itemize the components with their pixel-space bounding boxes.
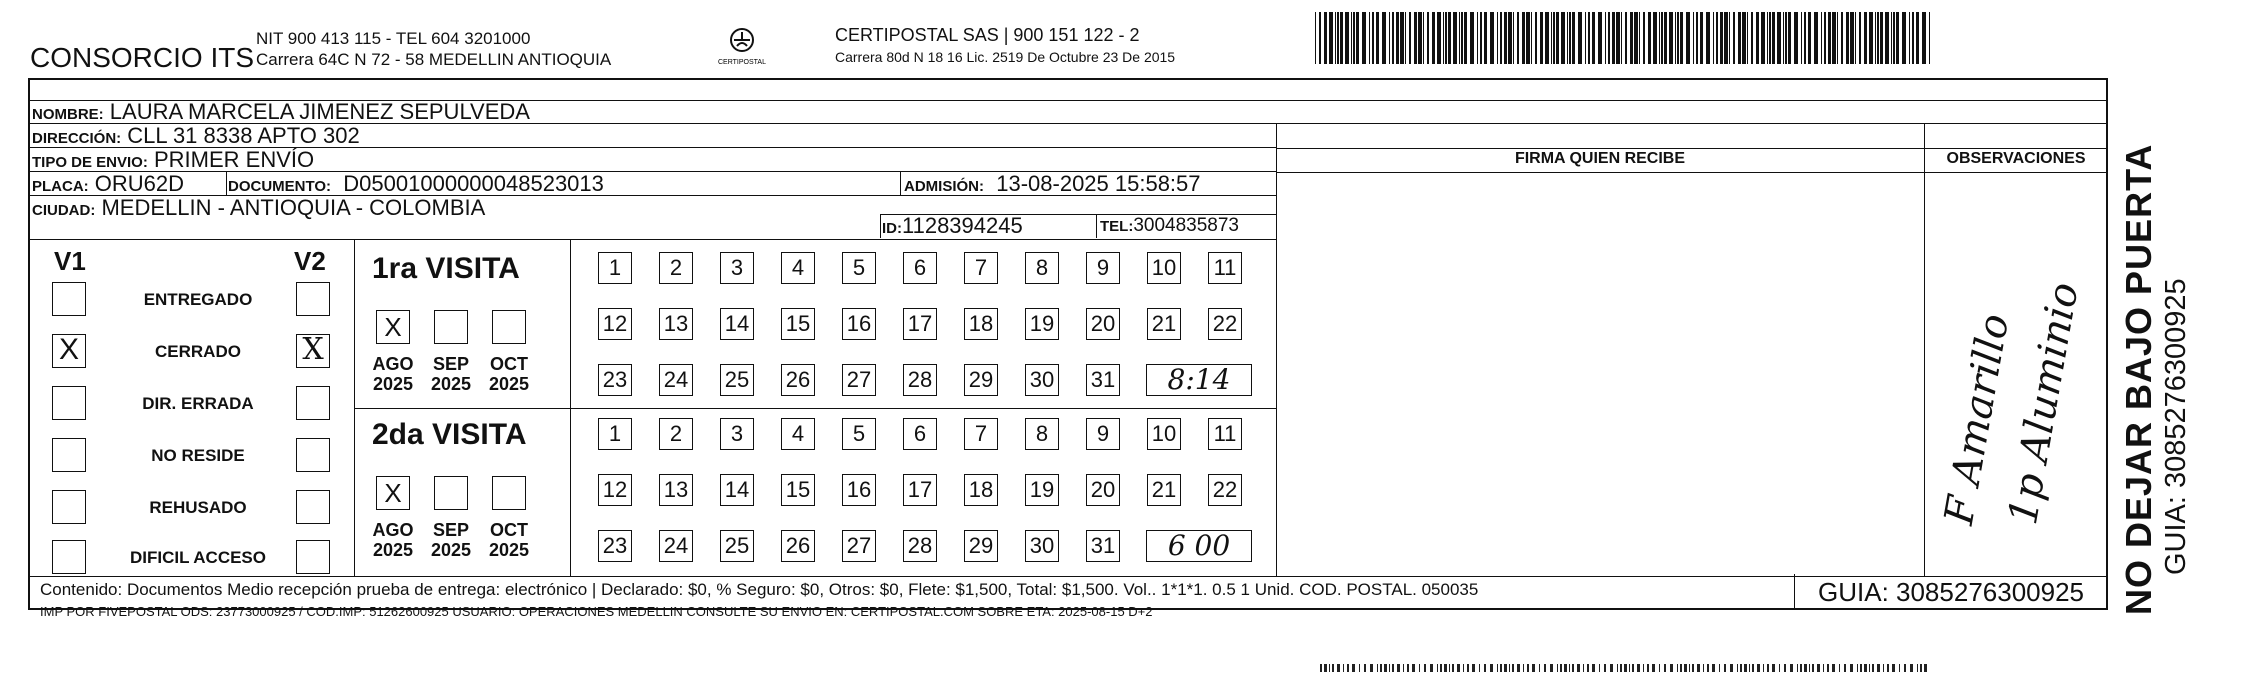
first-visit-year-label: 2025 xyxy=(488,374,530,394)
second-visit-day[interactable]: 31 xyxy=(1086,530,1120,562)
second-visit-day[interactable]: 11 xyxy=(1208,418,1242,450)
nombre-row xyxy=(28,100,2108,124)
second-visit-day[interactable]: 2 xyxy=(659,418,693,450)
direccion-label: DIRECCIÓN: xyxy=(32,130,122,147)
second-visit-day[interactable]: 15 xyxy=(781,474,815,506)
company-contact xyxy=(256,28,611,70)
certipostal-line: CERTIPOSTAL SAS | 900 151 122 - 2 xyxy=(835,25,1140,45)
first-visit-day[interactable]: 3 xyxy=(720,252,754,284)
direccion-value: CLL 31 8338 APTO 302 xyxy=(127,123,360,148)
ciudad-value: MEDELLIN - ANTIOQUIA - COLOMBIA xyxy=(101,195,486,220)
status-option-label: DIR. ERRADA xyxy=(142,394,254,413)
tel-field xyxy=(1100,214,1239,238)
v1-checkbox[interactable] xyxy=(52,438,86,472)
obs-handwritten-2: 1p Aluminio xyxy=(2000,279,2088,528)
first-visit-day[interactable]: 13 xyxy=(659,308,693,340)
second-visit-day[interactable]: 21 xyxy=(1147,474,1181,506)
second-visit-day[interactable]: 24 xyxy=(659,530,693,562)
first-visit-title: 1ra VISITA xyxy=(372,252,520,285)
status-option-label: NO RESIDE xyxy=(151,446,245,465)
second-visit-year-label: 2025 xyxy=(430,540,472,560)
observaciones-header: OBSERVACIONES xyxy=(1946,150,2086,167)
company-name: CONSORCIO ITS xyxy=(30,42,255,73)
first-visit-day[interactable]: 26 xyxy=(781,364,815,396)
logo-text: CERTIPOSTAL xyxy=(718,59,766,66)
first-visit-day[interactable]: 10 xyxy=(1147,252,1181,284)
placa-label: PLACA: xyxy=(32,178,89,195)
second-visit-day[interactable]: 29 xyxy=(964,530,998,562)
guia-number: GUIA: 3085276300925 xyxy=(1794,574,2107,610)
firma-quien-recibe-header: FIRMA QUIEN RECIBE xyxy=(1514,150,1686,167)
second-visit-day[interactable]: 10 xyxy=(1147,418,1181,450)
direccion-row xyxy=(28,124,1276,148)
first-visit-day[interactable]: 11 xyxy=(1208,252,1242,284)
address-line: Carrera 64C N 72 - 58 MEDELLIN ANTIOQUIA xyxy=(256,50,612,69)
no-dejar-bajo-puerta: NO DEJAR BAJO PUERTA xyxy=(2118,143,2159,615)
documento-field xyxy=(228,172,604,196)
second-visit-day[interactable]: 22 xyxy=(1208,474,1242,506)
second-visit-month-label: OCT xyxy=(490,520,528,540)
second-visit-day[interactable]: 19 xyxy=(1025,474,1059,506)
status-option-label: ENTREGADO xyxy=(143,290,253,309)
nombre-value: LAURA MARCELA JIMENEZ SEPULVEDA xyxy=(109,99,530,124)
second-visit-day[interactable]: 27 xyxy=(842,530,876,562)
v1-checkbox[interactable]: X xyxy=(52,334,86,368)
first-visit-day[interactable]: 27 xyxy=(842,364,876,396)
second-visit-day[interactable]: 9 xyxy=(1086,418,1120,450)
certipostal-logo-icon xyxy=(712,26,772,70)
ciudad-label: CIUDAD: xyxy=(32,202,96,219)
id-label: ID: xyxy=(882,220,902,237)
admision-field xyxy=(904,172,1201,196)
first-visit-day[interactable]: 30 xyxy=(1025,364,1059,396)
barcode xyxy=(1315,12,1935,64)
second-visit-month-checkbox[interactable] xyxy=(492,476,526,510)
second-visit-day[interactable]: 7 xyxy=(964,418,998,450)
second-visit-day[interactable]: 17 xyxy=(903,474,937,506)
tipo-label: TIPO DE ENVIO: xyxy=(32,154,148,171)
first-visit-day[interactable]: 17 xyxy=(903,308,937,340)
tipo-row xyxy=(28,148,1276,172)
first-visit-day[interactable]: 1 xyxy=(598,252,632,284)
first-visit-day[interactable]: 12 xyxy=(598,308,632,340)
status-option-label: CERRADO xyxy=(155,342,241,361)
obs-handwritten-1: F Amarillo xyxy=(1936,310,2019,528)
documento-value: D05001000000048523013 xyxy=(343,171,604,196)
second-visit-day[interactable]: 20 xyxy=(1086,474,1120,506)
divider xyxy=(1276,148,2108,149)
second-visit-day[interactable]: 16 xyxy=(842,474,876,506)
v2-checkbox[interactable] xyxy=(296,282,330,316)
divider xyxy=(880,214,1276,215)
first-visit-day[interactable]: 25 xyxy=(720,364,754,396)
certipostal-info xyxy=(835,24,1175,68)
second-visit-month-checkbox[interactable]: X xyxy=(376,476,410,510)
second-visit-time[interactable]: 6 00 xyxy=(1146,530,1252,562)
first-visit-day[interactable]: 8 xyxy=(1025,252,1059,284)
documento-label: DOCUMENTO: xyxy=(228,178,332,195)
first-visit-day[interactable]: 20 xyxy=(1086,308,1120,340)
first-visit-day[interactable]: 2 xyxy=(659,252,693,284)
id-value: 1128394245 xyxy=(902,213,1023,238)
first-visit-day[interactable]: 6 xyxy=(903,252,937,284)
side-guia: GUIA: 3085276300925 xyxy=(2160,278,2192,575)
first-visit-month-label: SEP xyxy=(432,354,470,374)
second-visit-day[interactable]: 3 xyxy=(720,418,754,450)
divider xyxy=(900,172,901,196)
ciudad-row xyxy=(28,196,1276,240)
second-visit-day[interactable]: 30 xyxy=(1025,530,1059,562)
first-visit-day[interactable]: 19 xyxy=(1025,308,1059,340)
v2-checkbox[interactable] xyxy=(296,540,330,574)
second-visit-day[interactable]: 12 xyxy=(598,474,632,506)
first-visit-time[interactable]: 8:14 xyxy=(1146,364,1252,396)
second-visit-day[interactable]: 18 xyxy=(964,474,998,506)
second-visit-day[interactable]: 23 xyxy=(598,530,632,562)
first-visit-day[interactable]: 9 xyxy=(1086,252,1120,284)
second-visit-day[interactable]: 26 xyxy=(781,530,815,562)
v2-checkbox[interactable]: X xyxy=(296,334,330,368)
id-field xyxy=(882,214,1023,238)
second-visit-title: 2da VISITA xyxy=(372,418,527,451)
second-visit-month-label: AGO xyxy=(372,520,414,540)
second-visit-day[interactable]: 28 xyxy=(903,530,937,562)
v1-checkbox[interactable] xyxy=(52,490,86,524)
admision-label: ADMISIÓN: xyxy=(904,178,984,195)
first-visit-day[interactable]: 15 xyxy=(781,308,815,340)
first-visit-year-label: 2025 xyxy=(430,374,472,394)
v1-header: V1 xyxy=(54,246,86,276)
first-visit-day[interactable]: 14 xyxy=(720,308,754,340)
status-option-label: REHUSADO xyxy=(149,498,247,517)
first-visit-day[interactable]: 31 xyxy=(1086,364,1120,396)
first-visit-day[interactable]: 4 xyxy=(781,252,815,284)
nombre-label: NOMBRE: xyxy=(32,106,104,123)
first-visit-month-checkbox[interactable] xyxy=(434,310,468,344)
divider xyxy=(880,214,881,238)
v2-header: V2 xyxy=(294,246,326,276)
nit-line: NIT 900 413 115 - TEL 604 3201000 xyxy=(256,29,531,48)
certipostal-address: Carrera 80d N 18 16 Lic. 2519 De Octubre 23 De 2015 xyxy=(835,49,1176,65)
first-visit-day[interactable]: 16 xyxy=(842,308,876,340)
tel-value: 3004835873 xyxy=(1133,215,1239,236)
second-visit-month-label: SEP xyxy=(432,520,470,540)
second-visit-year-label: 2025 xyxy=(372,540,414,560)
second-visit-day[interactable]: 13 xyxy=(659,474,693,506)
second-visit-day[interactable]: 8 xyxy=(1025,418,1059,450)
first-visit-day[interactable]: 22 xyxy=(1208,308,1242,340)
first-visit-day[interactable]: 28 xyxy=(903,364,937,396)
footer-imp: IMP POR FIVEPOSTAL ODS: 23773000925 / COD.IMP: 51262600925 USUARIO: OPERACIONES MEDELLIN CONSULTE SU ENVIO EN: CERTIPOSTAL.COM SOBRE ETA: 2025-08-15 D+2 xyxy=(40,604,1153,619)
second-visit-day[interactable]: 6 xyxy=(903,418,937,450)
footer-contenido: Contenido: Documentos Medio recepción prueba de entrega: electrónico | Declarado: $0, % Seguro: $0, Otros: $0, Flete: $1,500, Total: $1,500. Vol.. 1*1*1. 0.5 1 Unid. COD. POSTAL. 050035 xyxy=(40,580,1479,599)
second-visit-year-label: 2025 xyxy=(488,540,530,560)
first-visit-day[interactable]: 29 xyxy=(964,364,998,396)
placa-value: ORU62D xyxy=(94,171,185,196)
tel-label: TEL: xyxy=(1100,218,1134,235)
first-visit-day[interactable]: 24 xyxy=(659,364,693,396)
status-option-label: DIFICIL ACCESO xyxy=(129,548,266,567)
first-visit-month-checkbox[interactable] xyxy=(492,310,526,344)
side-notice xyxy=(2118,144,2193,615)
admision-value: 13-08-2025 15:58:57 xyxy=(996,171,1201,196)
second-visit-day[interactable]: 5 xyxy=(842,418,876,450)
tipo-value: PRIMER ENVÍO xyxy=(153,147,315,172)
first-visit-month-checkbox[interactable]: X xyxy=(376,310,410,344)
second-visit-day[interactable]: 14 xyxy=(720,474,754,506)
second-visit-day[interactable]: 4 xyxy=(781,418,815,450)
v2-checkbox[interactable] xyxy=(296,438,330,472)
v1-checkbox[interactable] xyxy=(52,386,86,420)
first-visit-month-label: AGO xyxy=(372,354,414,374)
divider xyxy=(1276,172,2108,173)
first-visit-day[interactable]: 7 xyxy=(964,252,998,284)
first-visit-day[interactable]: 18 xyxy=(964,308,998,340)
v2-checkbox[interactable] xyxy=(296,386,330,420)
firma-left-divider xyxy=(1276,124,1277,576)
second-visit-day[interactable]: 1 xyxy=(598,418,632,450)
first-visit-year-label: 2025 xyxy=(372,374,414,394)
obs-left-divider xyxy=(1924,124,1925,576)
second-visit-month-checkbox[interactable] xyxy=(434,476,468,510)
v1-checkbox[interactable] xyxy=(52,282,86,316)
first-visit-day[interactable]: 21 xyxy=(1147,308,1181,340)
second-visit-day[interactable]: 25 xyxy=(720,530,754,562)
divider xyxy=(226,172,227,196)
v1-checkbox[interactable] xyxy=(52,540,86,574)
divider xyxy=(1096,214,1097,238)
first-visit-month-label: OCT xyxy=(490,354,528,374)
first-visit-day[interactable]: 5 xyxy=(842,252,876,284)
visits-divider xyxy=(354,408,1276,409)
bottom-barcode-strip xyxy=(1320,664,1930,672)
first-visit-day[interactable]: 23 xyxy=(598,364,632,396)
v2-checkbox[interactable] xyxy=(296,490,330,524)
